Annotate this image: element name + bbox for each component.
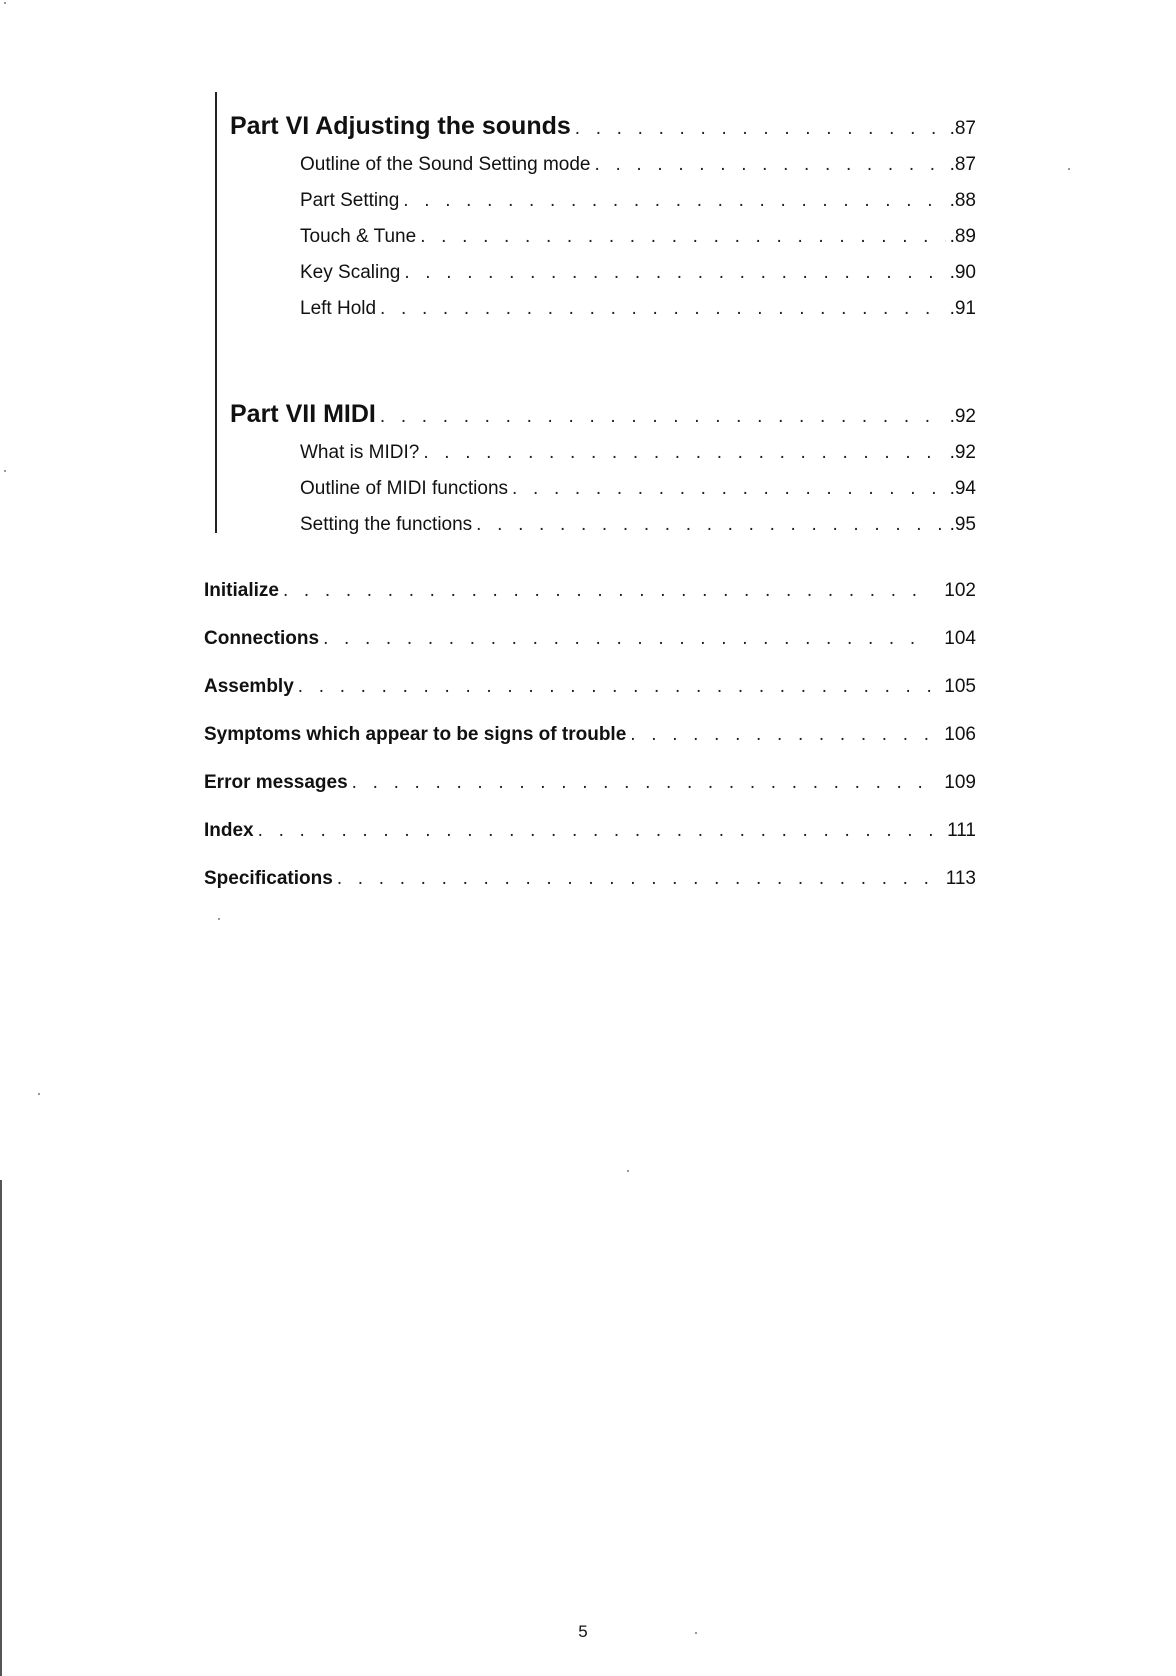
scan-speck (4, 470, 6, 472)
toc-section (204, 580, 976, 602)
dot-leader (298, 676, 932, 698)
entry-title: Left Hold (300, 298, 377, 319)
scan-speck (1068, 168, 1070, 170)
scan-speck (627, 1170, 629, 1172)
dot-leader (323, 628, 932, 650)
entry-title: What is MIDI? (300, 442, 420, 463)
dot-leader (575, 118, 946, 140)
scan-speck (38, 1093, 40, 1095)
page-ref: 102 (944, 580, 976, 601)
page-ref: .87 (949, 154, 976, 175)
page-number: 5 (578, 1622, 588, 1641)
dot-leader (512, 478, 946, 500)
section-title: Specifications (204, 868, 333, 889)
section-title: Error messages (204, 772, 348, 793)
part-title: Part VII MIDI (230, 400, 376, 428)
toc-entry (300, 154, 976, 176)
toc-section (204, 628, 976, 650)
toc-entry (300, 226, 976, 248)
page-ref: .91 (949, 298, 976, 319)
entry-title: Outline of MIDI functions (300, 478, 509, 499)
page-ref: .89 (949, 226, 976, 247)
page-ref: 109 (944, 772, 976, 793)
toc-section (204, 676, 976, 698)
toc-section (204, 772, 976, 794)
page-ref: 105 (944, 676, 976, 697)
section-title: Connections (204, 628, 320, 649)
dot-leader (337, 868, 932, 890)
section-rule (215, 92, 217, 533)
dot-leader (380, 298, 946, 320)
toc-entry (300, 442, 976, 464)
dot-leader (403, 190, 945, 212)
page-ref: .92 (949, 406, 976, 427)
page-ref: .94 (949, 478, 976, 499)
toc-part-heading (230, 400, 976, 429)
toc-entry (300, 478, 976, 500)
page-ref: 104 (944, 628, 976, 649)
scan-edge-line (0, 1180, 2, 1676)
entry-title: Key Scaling (300, 262, 401, 283)
dot-leader (404, 262, 945, 284)
scan-speck (4, 2, 6, 4)
page-ref: .88 (949, 190, 976, 211)
dot-leader (283, 580, 932, 602)
dot-leader (352, 772, 932, 794)
toc-entry (300, 262, 976, 284)
toc-section (204, 820, 976, 842)
section-title: Initialize (204, 580, 279, 601)
page-ref: .90 (949, 262, 976, 283)
section-title: Index (204, 820, 254, 841)
entry-title: Touch & Tune (300, 226, 417, 247)
page-ref: 106 (944, 724, 976, 745)
toc-entry (300, 190, 976, 212)
entry-title: Setting the functions (300, 514, 473, 535)
page-ref: .87 (949, 118, 976, 139)
dot-leader (423, 442, 945, 464)
dot-leader (476, 514, 945, 536)
dot-leader (258, 820, 932, 842)
section-title: Assembly (204, 676, 294, 697)
dot-leader (630, 724, 932, 746)
entry-title: Outline of the Sound Setting mode (300, 154, 591, 175)
page-ref: 111 (947, 820, 976, 841)
toc-section (204, 724, 976, 746)
toc-section (204, 868, 976, 890)
dot-leader (594, 154, 945, 176)
scan-speck (218, 918, 220, 920)
dot-leader (420, 226, 945, 248)
page-ref: 113 (945, 868, 976, 889)
toc-entry (300, 298, 976, 320)
toc-entry (300, 514, 976, 536)
section-title: Symptoms which appear to be signs of trouble (204, 724, 627, 745)
scan-speck (695, 1632, 697, 1634)
page-ref: .92 (949, 442, 976, 463)
dot-leader (380, 406, 946, 428)
part-title: Part VI Adjusting the sounds (230, 112, 571, 140)
page-ref: .95 (949, 514, 976, 535)
toc-part-heading (230, 112, 976, 141)
entry-title: Part Setting (300, 190, 400, 211)
